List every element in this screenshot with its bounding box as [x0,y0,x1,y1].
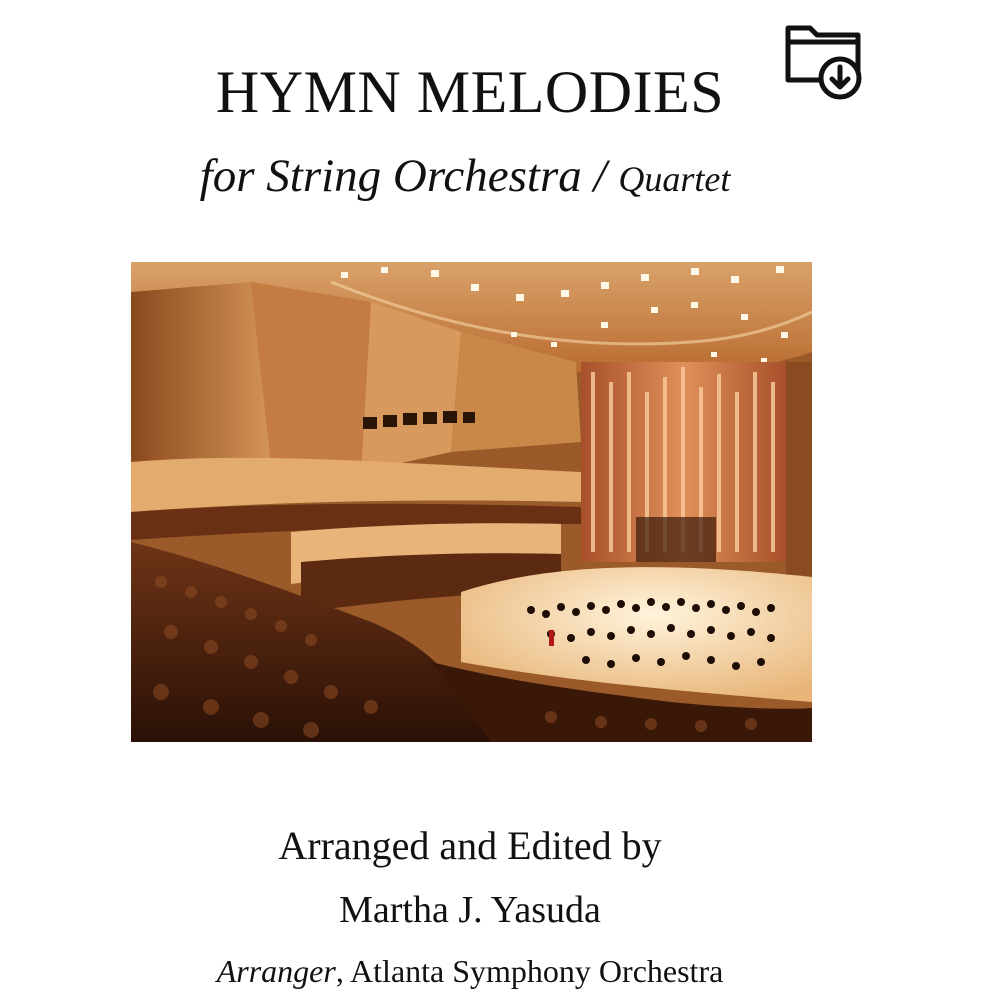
document-subtitle [0,146,930,209]
organization-name: Atlanta Symphony Orchestra [350,953,724,989]
folder-download-icon[interactable] [784,20,864,100]
subtitle-secondary: Quartet [618,159,731,199]
role-separator: , [335,953,344,989]
subtitle-separator: / [593,150,607,202]
arranger-role: Arranger [216,953,336,989]
document-title: HYMN MELODIES [215,59,725,125]
arranger-affiliation [0,950,940,992]
arranged-by-label: Arranged and Edited by [278,823,662,868]
concert-hall-photo [131,262,812,742]
subtitle-main: for String Orchestra [199,150,582,202]
arranger-name: Martha J. Yasuda [339,889,601,931]
